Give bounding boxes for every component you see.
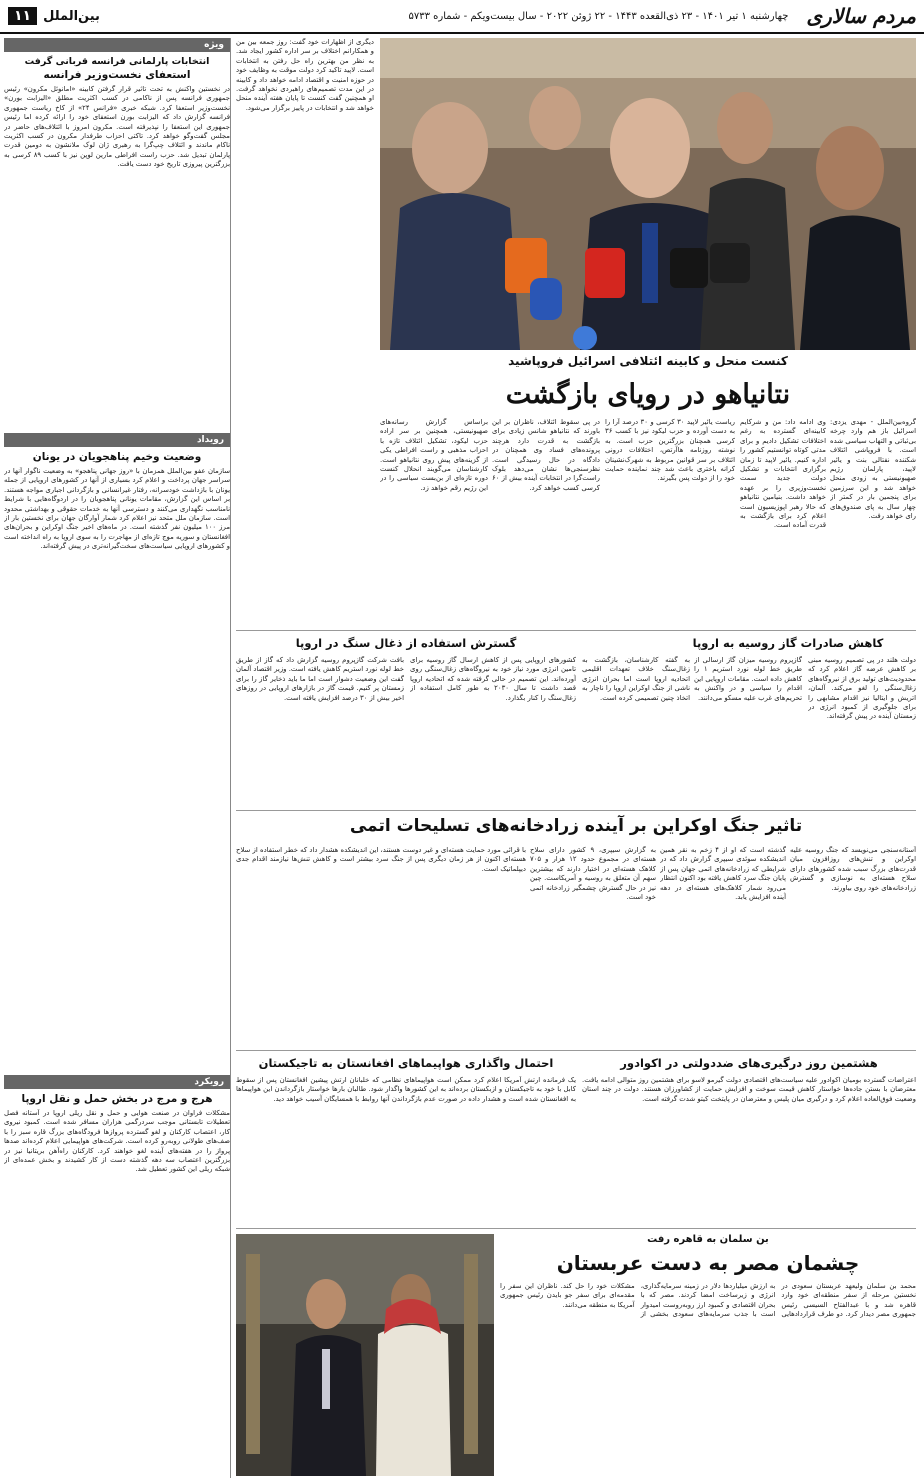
page-number: ۱۱ <box>8 7 37 25</box>
lead-photo <box>380 38 916 350</box>
bin-salman-sisi-photo <box>236 1234 494 1476</box>
sidebar-tag-approach: رویکرد <box>4 1075 230 1089</box>
sidebar-story3-title: هرج و مرج در بخش حمل و نقل اروپا <box>21 1093 213 1105</box>
ukraine-body-col2: گذشته است که او از ۴ زخم به نقر همین اندیشکده سوئدی سیپری گزارش داد که در شرایطی که زرادخانه‌های اتمی جهان پس از پایان جنگ سرد کاهش یافته بود اکنون انتظار می‌رود شمار کلاهک‌های هسته‌ای در دهه آینده افزایش یابد. <box>660 846 786 902</box>
coal-body-col2: بافت شرکت گازپروم روسیه گزارش داد که گاز از طریق خط لوله نورد استریم کاهش یافته است. وزیر اقتصاد آلمان گفت این وضعیت دشوار است اما ما باید ذخایر گاز را برای زمستان پر کنیم. قیمت گاز در بازارهای اروپایی در روزهای اخیر بیش از ۳۰ درصد افزایش یافته است. <box>236 656 404 702</box>
gas-body-col3: به گفته کارشناسان، بازگشت به زغال‌سنگ خلاف تعهدات اقلیمی اتحادیه اروپا است اما بحران انرژی ناشی از جنگ اوکراین اروپا را ناچار به اتخاذ چنین تصمیمی کرده است. <box>582 656 690 702</box>
ukraine-headline: تاثیر جنگ اوکراین بر آینده زرادخانه‌های تسلیحات اتمی <box>349 816 803 836</box>
sidebar-story1-body: در نخستین واکنش به تحت تاثیر قرار گرفتن کابینه «امانوئل مکرون» رئیس جمهوری فرانسه پس از ناکامی در کسب اکثریت مطلق «الیزابت بورن» نخست‌وزیر استعفا کرد. شبکه خبری «فرانس ۲۴» از کاخ ریاست جمهوری فرانسه گزارش داد که الیزابت بورن استعفای خود را ارائه کرده اما رئیس جمهوری این استعفا را نپذیرفته است. مکرون امروز با ائتلاف‌های حاضر در مجلس گفت‌وگو خواهد کرد. تاکتی احزاب طرفدار مکرون در کسب اکثریت ناکام ماندند و ائتلاف چپ‌گرا به رهبری ژان لوک ملانشون به دومین قدرت پارلمان تبدیل شد. حزب راست افراطی مارین لوپن نیز با کسب ۸۹ کرسی به بزرگترین پیروزی تاریخ خود دست یافت. <box>4 85 230 169</box>
sidebar-story3-body: مشکلات فراوان در صنعت هوایی و حمل و نقل ریلی اروپا در آستانه فصل تعطیلات تابستانی موجب سردرگمی هزاران مسافر شده است. کمبود نیروی کار، اعتصاب کارکنان و لغو گسترده پروازها فرودگاه‌های بزرگ قاره سبز را با صف‌های طولانی روبه‌رو کرده است. شرکت‌های هواپیمایی اعلام کرده‌اند صدها پرواز را در هفته‌های آینده لغو خواهند کرد. کارکنان راه‌آهن بریتانیا نیز در بزرگترین اعتصاب سه دهه گذشته دست از کار کشیدند و بخش عمده‌ای از شبکه ریلی این کشور تعطیل شد. <box>4 1109 230 1174</box>
sidebar-tag-special: ویژه <box>4 38 230 52</box>
ecuador-body: اعتراضات گسترده بومیان اکوادور علیه سیاست‌های اقتصادی دولت گیرمو لاسو برای هشتمین روز متوالی ادامه یافت. معترضان با بستن جاده‌ها خواستار کاهش قیمت سوخت و افزایش حمایت از کشاورزان هستند. دولت در چند استان وضعیت فوق‌العاده اعلام کرد و درگیری میان پلیس و معترضان در پایتخت کیتو شدت گرفته است. <box>582 1076 916 1103</box>
sidebar-story1-title: استعفای نخست‌وزیر فرانسه <box>43 69 191 81</box>
lead-headline: نتانیاهو در رویای بازگشت <box>505 379 791 410</box>
ukraine-body-col1: آستانه‌سنجی می‌نویسد که جنگ روسیه علیه اوکراین و تنش‌های روزافزون میان قدرت‌های بزرگ سبب شده کشورهای دارای سلاح هسته‌ای به نوسازی و گسترش زرادخانه‌های خود روی بیاورند. <box>790 846 916 892</box>
ukraine-body-col3: به گزارش سیپری، ۹ کشور دارای سلاح هسته‌ای در مجموع حدود ۱۲ هزار و ۷۰۵ کلاهک هسته‌ای در اختیار دارند که بیشترین سهم آن متعلق به روسیه و آمریکاست. چین نیز در حال گسترش چشمگیر زرادخانه اتمی خود است. <box>530 846 656 902</box>
lead-body-col5: براساس گزارش رسانه‌های صهیونیستی، همچنین بر سر اراده حزب لیکود، تشکیل ائتلاف تازه با احزاب مذهبی و راست افراطی یکی از گزینه‌های پیش روی نتانیاهو است. کارشناسان می‌گویند انحلال کنست دوره تازه‌ای از بن‌بست سیاسی را در این رژیم رقم خواهد زد. <box>380 418 488 492</box>
lead-body-col4: در پی سقوط ائتلاف، ناظران بر این باورند که نتانیاهو شانس زیادی برای بازگشت به قدرت دارد هرچند پرونده‌های فساد وی همچنان در دادگاه در حال رسیدگی است. نظرسنجی‌ها نشان می‌دهد بلوک راست‌گرا در انتخابات آینده بیش از ۶۰ کرسی کسب خواهد کرد. <box>492 418 600 492</box>
gas-body-col1: دولت هلند در پی تصمیم روسیه مبنی بر کاهش عرضه گاز اعلام کرد که محدودیت‌های تولید برق از نیروگاه‌های زغال‌سنگی را لغو می‌کند. آلمان، اتریش و ایتالیا نیز اقدام مشابهی را برای جلوگیری از کمبود انرژی در زمستان آینده در پیش گرفته‌اند. <box>808 656 916 721</box>
lead-body-col1: گروه‌بین‌الملل - مهدی یزدی: اسرائیل باز هم وارد چرخه بی‌ثباتی و التهاب سیاسی شده است. با فروپاشی ائتلاف شکننده نفتالی بنت و یائیر لاپید، پارلمان رژیم صهیونیستی به زودی منحل خواهد شد و این سرزمین برای پنجمین بار در کمتر از چهار سال به پای صندوق‌های رای خواهد رفت. <box>830 418 916 521</box>
coal-body-col1: کشورهای اروپایی پس از کاهش ارسال گاز روسیه برای تامین انرژی مورد نیاز خود به نیروگاه‌های زغال‌سنگی روی آورده‌اند. این تصمیم در حالی گرفته شده که اتحادیه اروپا قصد داشت تا سال ۲۰۳۰ به طور کامل استفاده از زغال‌سنگ را کنار بگذارد. <box>410 656 576 702</box>
planes-headline: احتمال واگذاری هواپیماهای افغانستان به تاجیکستان <box>258 1056 554 1070</box>
sidebar-story2-title: وضعیت وخیم پناهجویان در یونان <box>32 451 202 463</box>
gas-body-col2: گازپروم روسیه میزان گاز ارسالی از طریق خط لوله نورد استریم ۱ را کاهش داده است. مقامات اروپایی این اقدام را سیاسی و در واکنش به تحریم‌های غرب علیه مسکو می‌دانند. <box>694 656 802 702</box>
planes-body: یک فرمانده ارتش آمریکا اعلام کرد ممکن است هواپیماهای نظامی که خلبانان ارتش پیشین افغانستان پس از سقوط کابل با خود به تاجیکستان و ازبکستان برده‌اند به این کشورها واگذار شود. طالبان بارها خواستار بازگرداندن این هواپیماها به افغانستان شده است و هشدار داده در صورت عدم بازگرداندن آنها روابط با همسایگان آسیب خواهد دید. <box>236 1076 576 1103</box>
section-label <box>8 7 100 25</box>
egypt-body: محمد بن سلمان ولیعهد عربستان سعودی در نخستین مرحله از سفر منطقه‌ای خود وارد قاهره شد و با عبدالفتاح السیسی رئیس جمهوری مصر دیدار کرد. دو طرف قراردادهایی به ارزش میلیاردها دلار در زمینه سرمایه‌گذاری، انرژی و زیرساخت امضا کردند. مصر که با بحران اقتصادی و کمبود ارز روبه‌روست امیدوار است با جذب سرمایه‌های سعودی بخشی از مشکلات خود را حل کند. ناظران این سفر را مقدمه‌ای برای سفر جو بایدن رئیس جمهوری آمریکا به منطقه می‌دانند. <box>500 1282 916 1319</box>
sidebar-story1-kicker: انتخابات پارلمانی فرانسه قربانی گرفت <box>24 56 210 67</box>
netanyahu-press-photo <box>380 38 916 350</box>
lead-body-col2: وی ادامه داد: من و شرکایم کابینه‌ای گسترده به رغم اختلافات تشکیل دادیم و برای مدتی کوتاه توانستیم کشور را اداره کنیم. یائیر لاپید تا زمان برگزاری انتخابات و تشکیل دولت جدید سمت نخست‌وزیری را بر عهده خواهد داشت. بنیامین نتانیاهو که حالا رهبر اپوزیسیون است اعلام کرد برای بازگشت به قدرت آماده است. <box>740 418 826 530</box>
egypt-kicker: بن سلمان به قاهره رفت <box>647 1234 769 1245</box>
ukraine-body-col4: با قرائی مورد حمایت هسته‌ای و غیر دوست هستند، این اندیشکده هشدار داد که خطر استفاده از سلاح هسته‌ای اکنون از هر زمان دیگری پس از جنگ سرد بیشتر است و کاهش تنش‌ها نیازمند اقدام جدی دیپلماتیک است. <box>236 846 526 873</box>
lead-kicker: کنست منحل و کابینه ائتلافی اسرائیل فروپاشید <box>508 354 788 368</box>
egypt-photo <box>236 1234 494 1476</box>
coal-headline: گسترش استفاده از ذغال سنگ در اروپا <box>295 636 517 650</box>
date-line: چهارشنبه ۱ تیر ۱۴۰۱ - ۲۳ ذی‌القعده ۱۴۴۳ - ۲۲ ژوئن ۲۰۲۲ - سال بیست‌ویکم - شماره ۵۷۳۳ <box>408 10 789 22</box>
lead-body-side: دیگری از اظهارات خود گفت: روز جمعه بین من و همکارانم اختلاف بر سر اداره کشور ایجاد شد. به نظر من بهترین راه حل رفتن به انتخابات است. لاپید تاکید کرد دولت موقت به وظایف خود در حوزه امنیت و اقتصاد ادامه خواهد داد و کابینه در این مدت تصمیم‌های راهبردی نخواهد گرفت. او همچنین گفت کنست تا پایان هفته آینده منحل خواهد شد و انتخابات در پاییز برگزار می‌شود. <box>236 38 374 112</box>
section-title: بین‌الملل <box>43 8 100 24</box>
gas-headline: کاهش صادرات گاز روسیه به اروپا <box>692 636 884 650</box>
newspaper-logo: مردم سالاری <box>806 4 916 28</box>
egypt-headline: چشمان مصر به دست عربستان <box>556 1251 860 1275</box>
sidebar-story2-body: سازمان عفو بین‌الملل همزمان با «روز جهانی پناهجو» به وضعیت ناگوار آنها در سراسر جهان پرداخت و اعلام کرد بسیاری از آنها در کشورهای اروپایی از جمله یونان با بازداشت خودسرانه، رفتار غیرانسانی و بازگردانی اجباری مواجه هستند. بر اساس این گزارش، مقامات یونانی پناهجویان را در اردوگاه‌هایی با شرایط نامناسب نگهداری می‌کنند و دسترسی آنها به خدمات حقوقی و بهداشتی محدود است. سازمان ملل متحد نیز اعلام کرد شمار آوارگان جهان برای نخستین بار از مرز ۱۰۰ میلیون نفر گذشته است. در ماه‌های اخیر جنگ اوکراین و بحران‌های افغانستان و سوریه موج تازه‌ای از مهاجرت را به سوی اروپا به راه انداخته است و کشورهای اروپایی سیاست‌های سخت‌گیرانه‌تری در پیش گرفته‌اند. <box>4 467 230 551</box>
sidebar <box>4 38 231 1478</box>
lead-body-col3: ریاست یائیر لاپید ۳۰ کرسی و ۳۰ درصد آرا را به دست آورده و حزب لیکود نیز با کسب ۳۶ کرسی همچنان بزرگترین حزب است. به نوشته روزنامه هاآرتص، اختلافات درونی ائتلاف بر سر قوانین مربوط به شهرک‌نشینان کرانه باختری باعث شد چند نماینده حمایت خود را از دولت پس بگیرند. <box>605 418 735 483</box>
sidebar-tag-event: رویداد <box>4 433 230 447</box>
ecuador-headline: هشتمین روز درگیری‌های ضددولتی در اکوادور <box>620 1056 878 1070</box>
masthead <box>0 0 924 34</box>
